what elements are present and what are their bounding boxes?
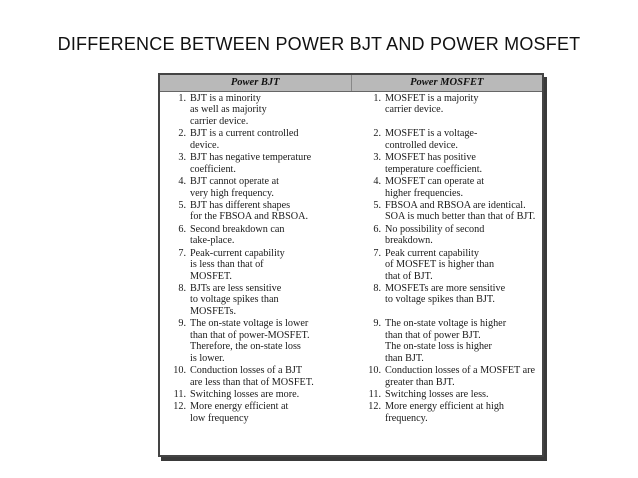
- bjt-text-line: The on-state voltage is lower: [190, 318, 309, 330]
- mosfet-cell: [351, 152, 542, 175]
- bjt-text-line: for the FBSOA and RBSOA.: [190, 211, 309, 223]
- mosfet-text-line: to voltage spikes than BJT.: [385, 294, 495, 306]
- item-number: 2.: [373, 128, 381, 140]
- bjt-cell: [160, 200, 351, 223]
- slide-title: DIFFERENCE BETWEEN POWER BJT AND POWER MOSFET: [57, 34, 581, 54]
- mosfet-text-line: [385, 116, 478, 127]
- bjt-text-line: MOSFETs.: [190, 305, 236, 317]
- bjt-cell: [160, 389, 351, 400]
- mosfet-text-line: breakdown.: [385, 235, 433, 247]
- bjt-text-line: BJT cannot operate at: [190, 176, 279, 188]
- mosfet-text-line: More energy efficient at high: [385, 401, 505, 413]
- mosfet-cell: [351, 283, 542, 317]
- comparison-table: [158, 73, 544, 457]
- table-row: [160, 317, 542, 364]
- mosfet-text-line: higher frequencies.: [385, 187, 464, 199]
- table-row: [160, 400, 542, 424]
- mosfet-cell: [351, 365, 542, 388]
- mosfet-cell: [351, 401, 542, 424]
- bjt-text-line: is less than that of: [190, 259, 264, 271]
- bjt-text-line: More energy efficient at: [190, 401, 289, 413]
- item-number: 8.: [178, 283, 186, 294]
- table-row: [160, 175, 542, 199]
- bjt-cell: [160, 365, 351, 388]
- mosfet-text-line: The on-state loss is higher: [385, 341, 492, 353]
- bjt-text-line: BJT is a minority: [190, 93, 261, 104]
- column-header-power-bjt: Power BJT: [160, 75, 352, 91]
- bjt-text-line: very high frequency.: [190, 187, 274, 199]
- item-number: 9.: [178, 318, 186, 330]
- item-number: 3.: [178, 152, 186, 164]
- bjt-cell: [160, 93, 351, 127]
- bjt-text-line: BJT has different shapes: [190, 199, 291, 211]
- table-row: [160, 92, 542, 127]
- item-number: 4.: [373, 176, 381, 188]
- mosfet-text-line: carrier device.: [385, 104, 444, 116]
- bjt-cell: [160, 248, 351, 282]
- mosfet-text-line: Peak current capability: [385, 247, 479, 259]
- mosfet-text-line: frequency.: [385, 412, 428, 424]
- table-body: [160, 92, 542, 424]
- mosfet-text-line: that of BJT.: [385, 270, 433, 282]
- mosfet-text-line: MOSFET is a majority: [385, 93, 479, 104]
- bjt-text-line: to voltage spikes than: [190, 294, 279, 306]
- mosfet-text-line: MOSFET can operate at: [385, 176, 485, 188]
- bjt-cell: [160, 283, 351, 317]
- table-row: [160, 247, 542, 282]
- mosfet-text-line: [385, 306, 505, 317]
- bjt-text-line: than that of power-MOSFET.: [190, 329, 310, 341]
- item-number: 10.: [173, 365, 186, 377]
- table-row: [160, 388, 542, 400]
- item-number: 7.: [178, 247, 186, 259]
- bjt-text-line: BJT is a current controlled: [190, 128, 299, 140]
- item-number: 3.: [373, 152, 381, 164]
- mosfet-text-line: Switching losses are less.: [385, 388, 489, 400]
- mosfet-cell: [351, 318, 542, 364]
- bjt-cell: [160, 128, 351, 151]
- bjt-text-line: Switching losses are more.: [190, 388, 300, 400]
- bjt-text-line: device.: [190, 139, 220, 151]
- bjt-text-line: Conduction losses of a BJT: [190, 365, 303, 377]
- mosfet-cell: [351, 200, 542, 223]
- mosfet-text-line: The on-state voltage is higher: [385, 318, 507, 330]
- bjt-cell: [160, 224, 351, 247]
- mosfet-text-line: than that of power BJT.: [385, 329, 481, 341]
- bjt-text-line: is lower.: [190, 352, 225, 364]
- item-number: 2.: [178, 128, 186, 140]
- bjt-text-line: BJTs are less sensitive: [190, 283, 282, 294]
- mosfet-text-line: of MOSFET is higher than: [385, 259, 495, 271]
- mosfet-cell: [351, 389, 542, 400]
- item-number: 6.: [178, 223, 186, 235]
- bjt-text-line: coefficient.: [190, 163, 236, 175]
- mosfet-cell: [351, 176, 542, 199]
- table-row: [160, 151, 542, 175]
- mosfet-text-line: MOSFET is a voltage-: [385, 128, 478, 140]
- bjt-text-line: Second breakdown can: [190, 223, 285, 235]
- table-row: [160, 223, 542, 247]
- item-number: 10.: [368, 365, 381, 377]
- bjt-text-line: BJT has negative temperature: [190, 152, 312, 164]
- mosfet-cell: [351, 93, 542, 127]
- mosfet-text-line: SOA is much better than that of BJT.: [385, 211, 536, 223]
- column-header-power-mosfet: Power MOSFET: [410, 77, 484, 88]
- bjt-cell: [160, 176, 351, 199]
- item-number: 4.: [178, 176, 186, 188]
- item-number: 8.: [373, 283, 381, 294]
- table-row: [160, 282, 542, 317]
- mosfet-cell: [351, 248, 542, 282]
- item-number: 1.: [373, 93, 381, 104]
- bjt-text-line: carrier device.: [190, 115, 249, 127]
- mosfet-cell: [351, 128, 542, 151]
- table-row: [160, 199, 542, 223]
- mosfet-text-line: temperature coefficient.: [385, 163, 483, 175]
- mosfet-text-line: controlled device.: [385, 139, 458, 151]
- bjt-text-line: Peak-current capability: [190, 247, 285, 259]
- bjt-text-line: as well as majority: [190, 104, 267, 116]
- bjt-text-line: low frequency: [190, 412, 249, 424]
- item-number: 1.: [178, 93, 186, 104]
- mosfet-text-line: MOSFET has positive: [385, 152, 476, 164]
- mosfet-text-line: greater than BJT.: [385, 376, 455, 388]
- item-number: 7.: [373, 247, 381, 259]
- bjt-text-line: are less than that of MOSFET.: [190, 376, 314, 388]
- item-number: 11.: [173, 388, 186, 400]
- table-row: [160, 364, 542, 388]
- item-number: 12.: [173, 401, 186, 413]
- bjt-text-line: MOSFET.: [190, 270, 232, 282]
- mosfet-text-line: Conduction losses of a MOSFET are: [385, 365, 536, 377]
- item-number: 6.: [373, 223, 381, 235]
- item-number: 11.: [368, 388, 381, 400]
- bjt-cell: [160, 401, 351, 424]
- mosfet-cell: [351, 224, 542, 247]
- bjt-cell: [160, 152, 351, 175]
- mosfet-text-line: than BJT.: [385, 352, 424, 364]
- table-row: [160, 127, 542, 151]
- item-number: 5.: [373, 199, 381, 211]
- table-header: [160, 75, 542, 92]
- bjt-cell: [160, 318, 351, 364]
- item-number: 9.: [373, 318, 381, 330]
- item-number: 5.: [178, 199, 186, 211]
- bjt-text-line: Therefore, the on-state loss: [190, 341, 301, 353]
- mosfet-text-line: FBSOA and RBSOA are identical.: [385, 199, 526, 211]
- item-number: 12.: [368, 401, 381, 413]
- mosfet-text-line: No possibility of second: [385, 223, 485, 235]
- mosfet-text-line: MOSFETs are more sensitive: [385, 283, 506, 294]
- bjt-text-line: take-place.: [190, 235, 235, 247]
